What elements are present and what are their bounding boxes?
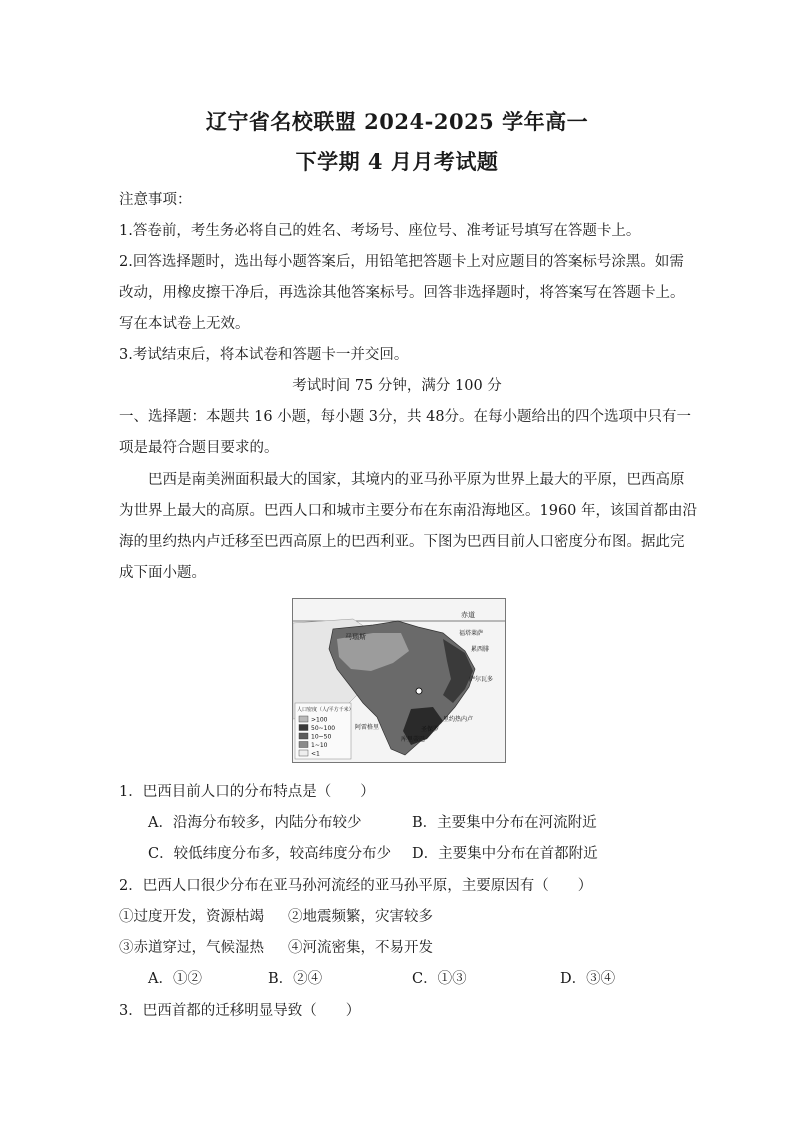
legend-label: 1~10 [311, 742, 328, 749]
q2-statement-1: ①过度开发，资源枯竭 [119, 909, 264, 925]
label-curitiba: 库里蒂巴 [401, 736, 426, 743]
label-saopaulo: 圣保罗 [421, 726, 440, 733]
capital-marker [416, 688, 422, 694]
notes-heading: 注意事项： [119, 192, 192, 208]
note-item-3: 3.考试结束后，将本试卷和答题卡一并交回。 [119, 347, 409, 363]
section-heading-line1: 一、选择题：本题共 16 小题，每小题 3分，共 48分。在每小题给出的四个选项中只有一 [119, 409, 692, 425]
label-recife: 累西腓 [471, 646, 490, 653]
exam-info: 考试时间 75 分钟，满分 100 分 [292, 378, 502, 394]
q2-option-b: B．②④ [268, 971, 323, 987]
label-portoalegre: 阿雷格里 [355, 724, 380, 731]
legend-label: <1 [311, 750, 320, 758]
q2-option-c: C．①③ [412, 971, 467, 987]
passage-line2: 为世界上最大的高原。巴西人口和城市主要分布在东南沿海地区。1960 年，该国首都由沿 [119, 503, 698, 519]
note-item-1: 1.答卷前，考生务必将自己的姓名、考场号、座位号、准考证号填写在答题卡上。 [119, 223, 641, 239]
legend-label: 10~50 [311, 733, 332, 741]
label-fortaleza: 福塔莱萨 [459, 630, 484, 637]
q2-statement-3: ③赤道穿过，气候湿热 [119, 940, 264, 956]
legend-swatch [299, 725, 308, 731]
legend-title: 人口密度（人/平方千米） [297, 707, 354, 713]
legend-swatch [299, 733, 308, 739]
note-item-2-line1: 2.回答选择题时，选出每小题答案后，用铅笔把答题卡上对应题目的答案标号涂黑。如需 [119, 254, 684, 270]
label-rio: 里约热内卢 [443, 716, 474, 723]
exam-title: 辽宁省名校联盟 2024-2025 学年高一 [205, 109, 589, 134]
q2-option-d: D．③④ [560, 971, 616, 987]
q2-statement-4: ④河流密集，不易开发 [288, 940, 433, 956]
q2-stem: 2．巴西人口很少分布在亚马孙河流经的亚马孙平原，主要原因有（ ） [119, 878, 593, 894]
q1-option-b: B．主要集中分布在河流附近 [412, 815, 597, 831]
brazil-population-map [292, 598, 506, 763]
label-manaus: 马瑙斯 [345, 633, 366, 641]
q1-option-a: A．沿海分布较多，内陆分布较少 [148, 815, 362, 831]
note-item-2-line3: 写在本试卷上无效。 [119, 316, 250, 332]
q2-option-a: A．①② [148, 971, 202, 987]
exam-subtitle: 下学期 4 月月考试题 [295, 149, 499, 174]
section-heading-line2: 项是最符合题目要求的。 [119, 440, 279, 456]
q2-statement-2: ②地震频繁，灾害较多 [288, 909, 433, 925]
note-item-2-line2: 改动，用橡皮擦干净后，再选涂其他答案标号。回答非选择题时，将答案写在答题卡上。 [119, 285, 685, 301]
passage-line1: 巴西是南美洲面积最大的国家，其境内的亚马孙平原为世界上最大的平原，巴西高原 [148, 472, 685, 488]
q1-stem: 1．巴西目前人口的分布特点是（ ） [119, 784, 375, 800]
passage-line3: 海的里约热内卢迁移至巴西高原上的巴西利亚。下图为巴西目前人口密度分布图。据此完 [119, 534, 685, 550]
q3-stem: 3．巴西首都的迁移明显导致（ ） [119, 1003, 361, 1019]
legend-swatch [299, 742, 308, 748]
label-salvador: 萨尔瓦多 [469, 676, 494, 683]
q1-option-d: D．主要集中分布在首都附近 [412, 846, 598, 862]
legend-label: >100 [311, 716, 328, 724]
label-equator: 赤道 [461, 611, 475, 619]
passage-line4: 成下面小题。 [119, 565, 206, 581]
legend-label: 50~100 [311, 725, 336, 732]
legend-swatch [299, 716, 308, 722]
legend-swatch [299, 750, 308, 756]
q1-option-c: C．较低纬度分布多，较高纬度分布少 [148, 846, 392, 862]
